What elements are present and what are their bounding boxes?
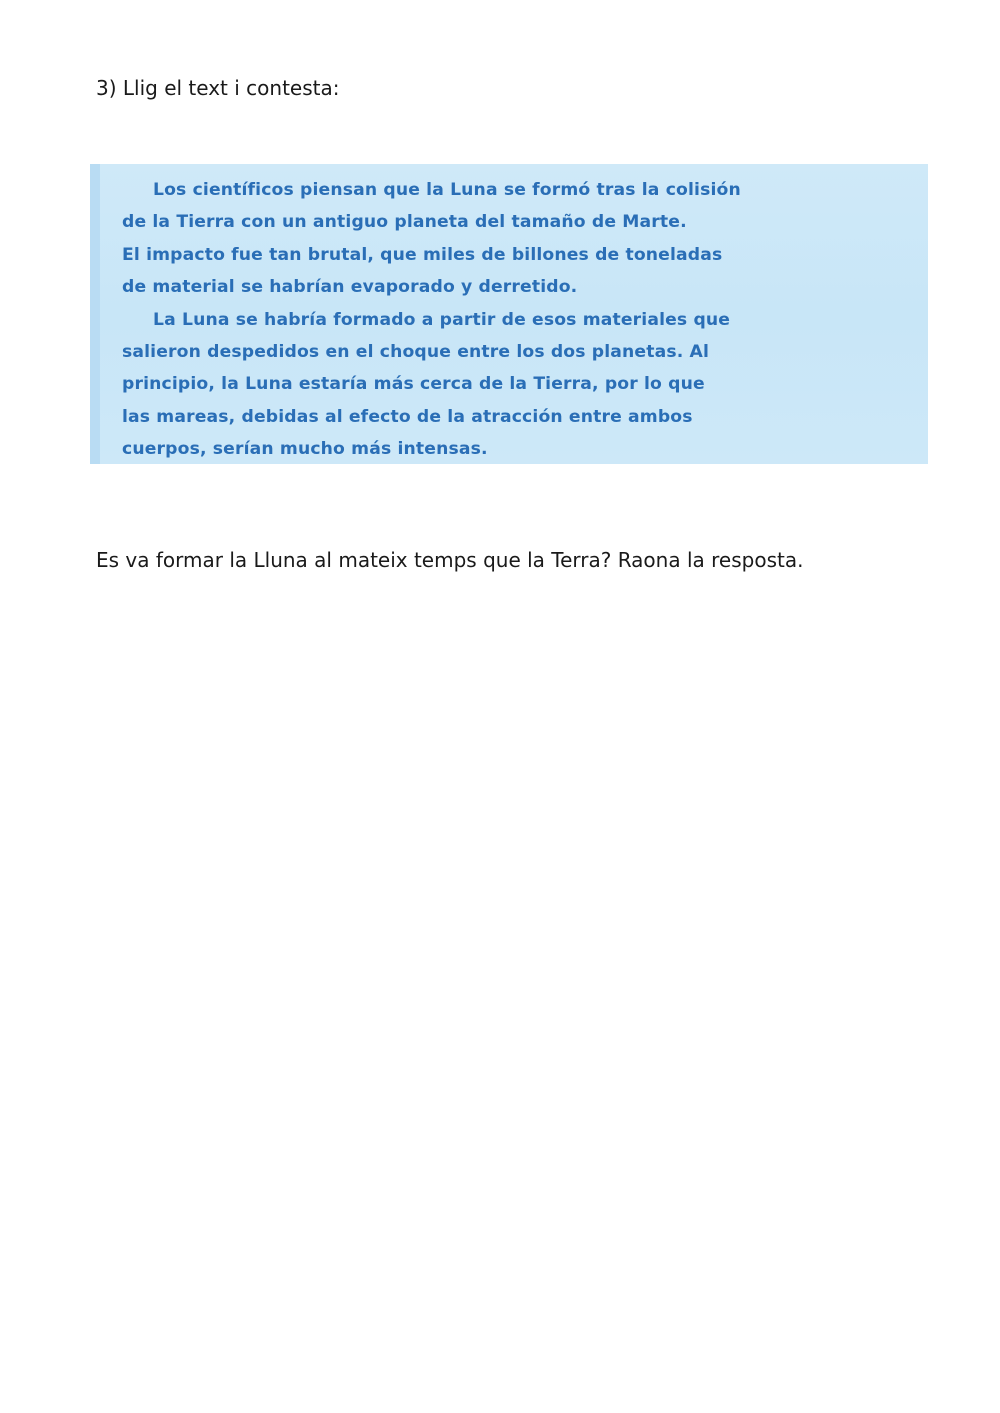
reading-line: salieron despedidos en el choque entre los dos planetas. Al	[122, 342, 710, 363]
reading-line: las mareas, debidas al efecto de la atracción entre ambos	[122, 406, 693, 427]
reading-passage-text	[122, 174, 928, 466]
reading-passage-box	[90, 164, 928, 464]
reading-line: El impacto fue tan brutal, que miles de billones de toneladas	[122, 244, 723, 265]
exercise-question: Es va formar la Lluna al mateix temps que la Terra? Raona la resposta.	[96, 548, 804, 572]
reading-line: Los científicos piensan que la Luna se formó tras la colisión	[153, 180, 741, 200]
reading-line: de material se habrían evaporado y derretido.	[122, 277, 578, 298]
reading-line: La Luna se habría formado a partir de esos materiales que	[153, 309, 731, 330]
exercise-instruction: 3) Llig el text i contesta:	[96, 76, 340, 100]
reading-line: de la Tierra con un antiguo planeta del tamaño de Marte.	[122, 212, 687, 233]
reading-line: cuerpos, serían mucho más intensas.	[122, 439, 488, 460]
reading-line: principio, la Luna estaría más cerca de la Tierra, por lo que	[122, 374, 705, 395]
